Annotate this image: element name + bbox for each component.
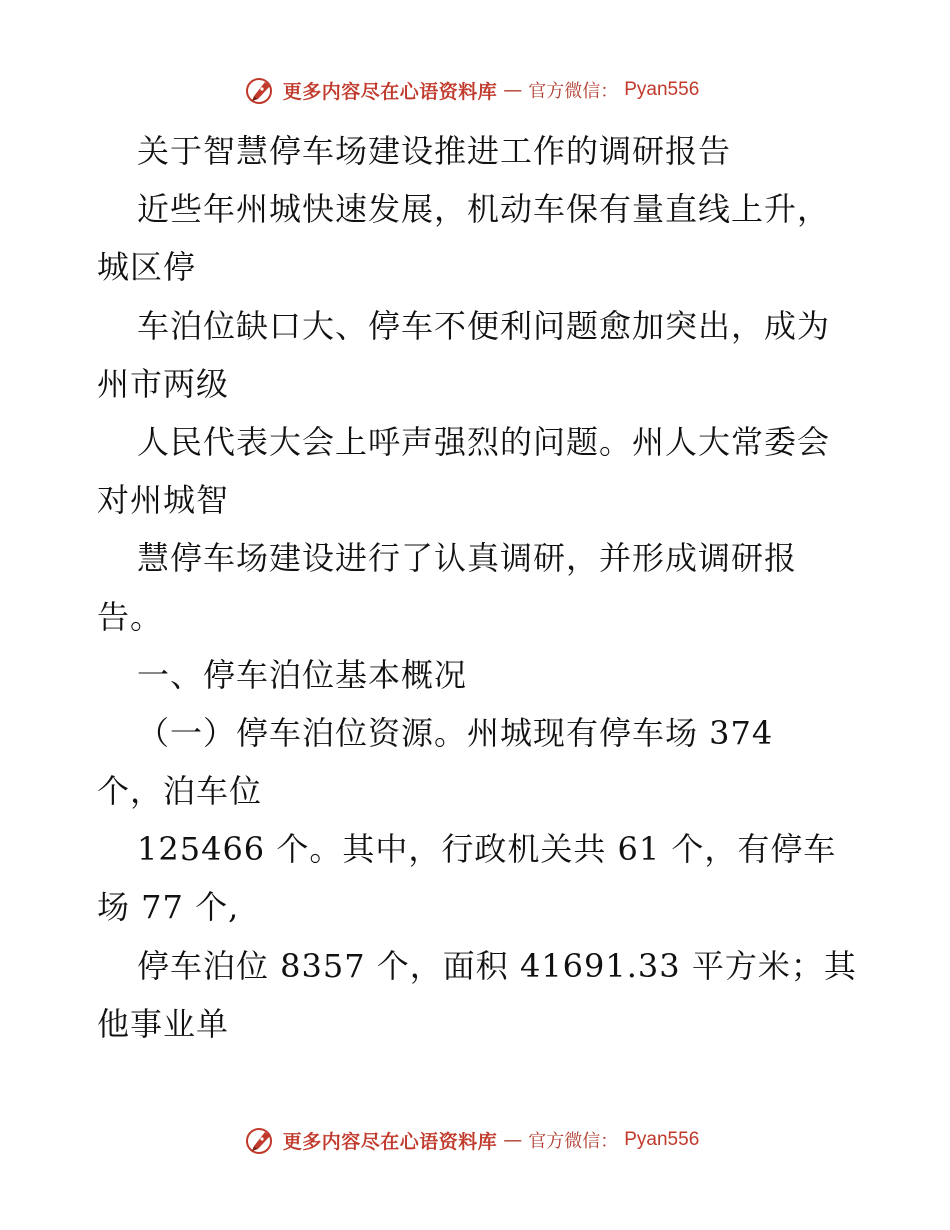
watermark-banner-bottom [0, 1120, 950, 1160]
report-title: 关于智慧停车场建设推进工作的调研报告 [137, 132, 732, 170]
watermark-separator: — [503, 1129, 523, 1151]
watermark-group [245, 74, 700, 106]
paragraph-line: 告。 [97, 597, 164, 636]
watermark-label: 官方微信： [528, 1131, 619, 1152]
paragraph-line: 慧停车场建设进行了认真调研，并形成调研报 [137, 539, 798, 578]
watermark-label: 官方微信： [528, 81, 619, 102]
section-heading: 一、停车泊位基本概况 [137, 655, 468, 694]
pen-nib-logo-icon [245, 1124, 277, 1156]
watermark-text: 更多内容尽在心语资料库 [282, 80, 498, 103]
document-body [97, 122, 877, 1053]
paragraph-line: 场 77 个, [97, 888, 240, 927]
paragraph-line: 个，泊车位 [97, 772, 263, 811]
watermark-separator: — [503, 79, 523, 101]
paragraph-line: 近些年州城快速发展，机动车保有量直线上升， [137, 190, 831, 229]
watermark-wechat-id: Pyan556 [624, 79, 700, 100]
watermark-text: 更多内容尽在心语资料库 [282, 1130, 498, 1153]
paragraph-line: 对州城智 [97, 481, 230, 520]
paragraph-line: 他事业单 [97, 1004, 230, 1043]
paragraph-line: 车泊位缺口大、停车不便利问题愈加突出，成为 [137, 306, 831, 345]
paragraph-line: 人民代表大会上呼声强烈的问题。州人大常委会 [137, 422, 831, 461]
watermark-banner-top [0, 70, 950, 110]
subsection-line: （一）停车泊位资源。州城现有停车场 374 [137, 713, 774, 752]
paragraph-line: 城区停 [97, 248, 197, 287]
watermark-group [245, 1124, 700, 1156]
watermark-wechat-id: Pyan556 [624, 1129, 700, 1150]
paragraph-line: 州市两级 [97, 364, 230, 403]
pen-nib-logo-icon [245, 74, 277, 106]
paragraph-line: 125466 个。其中，行政机关共 61 个，有停车 [137, 830, 837, 869]
paragraph-line: 停车泊位 8357 个，面积 41691.33 平方米；其 [137, 946, 857, 985]
